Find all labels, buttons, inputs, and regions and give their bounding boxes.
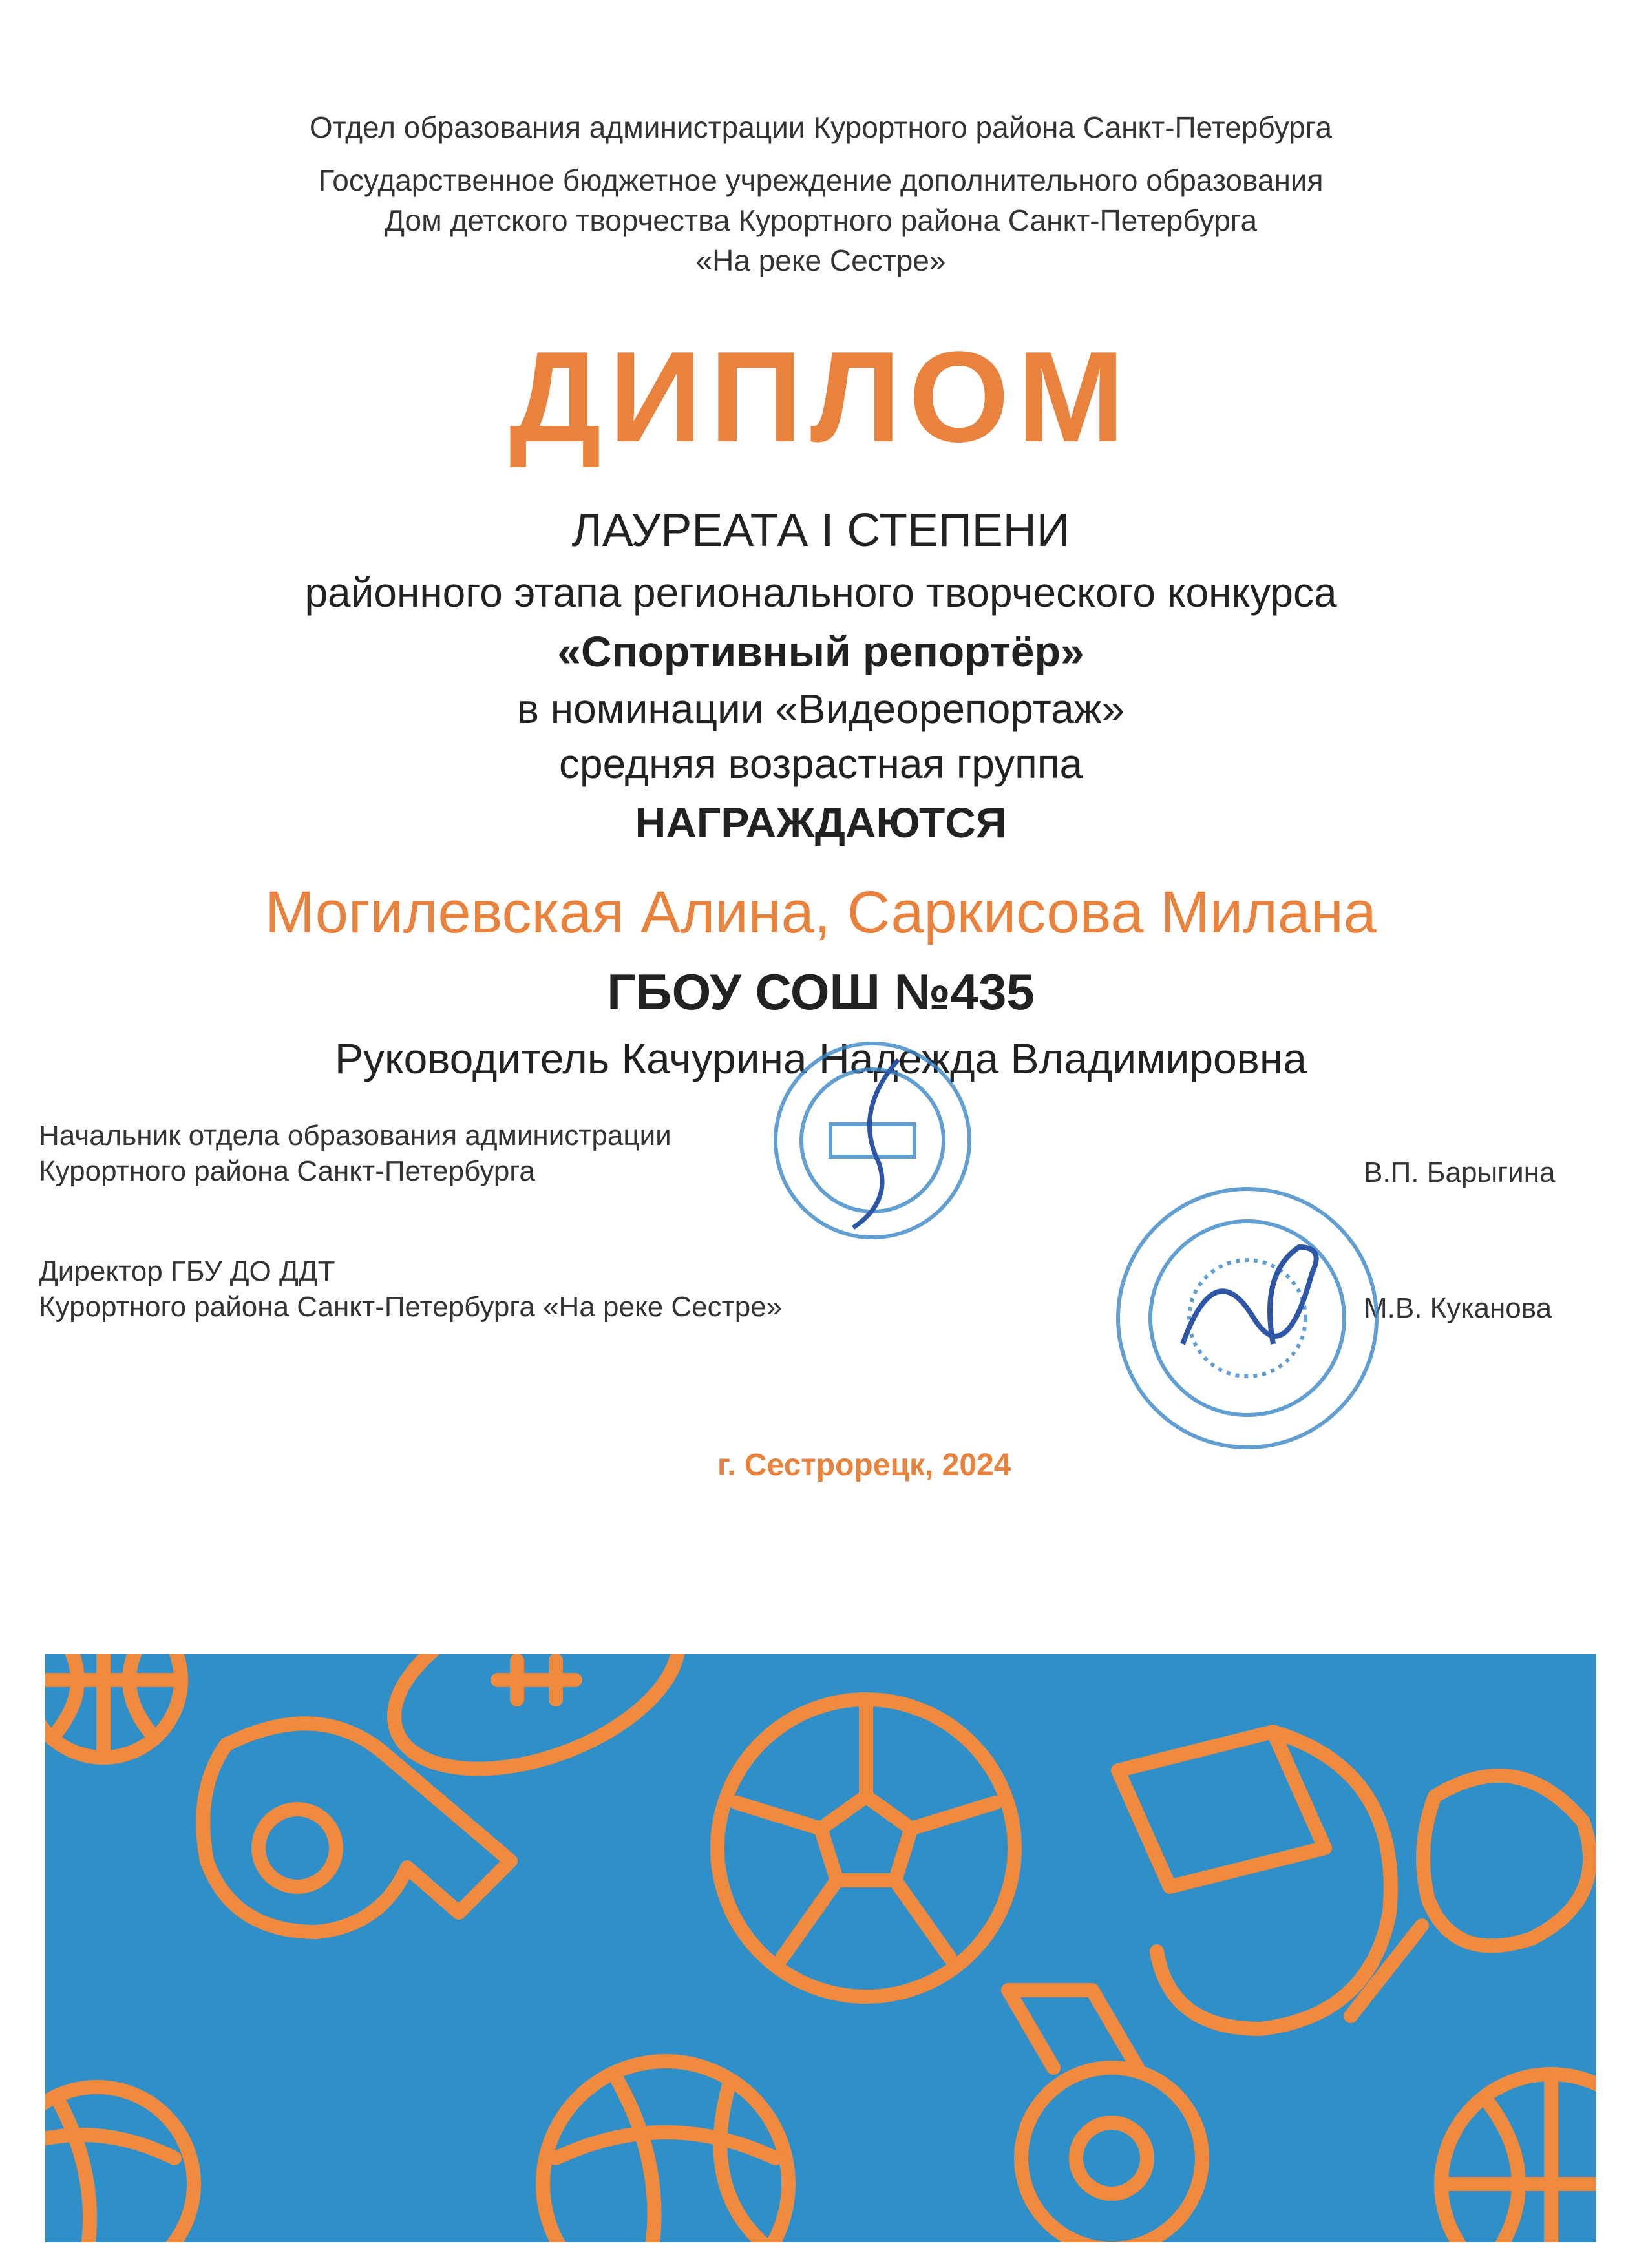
basketball-icon <box>1441 2074 1596 2242</box>
whistle-icon <box>1118 1732 1391 2029</box>
volleyball-icon <box>45 2087 194 2242</box>
signatory-1-position-line-1: Начальник отдела образования администрации <box>39 1120 671 1151</box>
org-line-1: Отдел образования администрации Курортного района Санкт-Петербурга <box>309 110 1333 144</box>
signature-block-2 <box>39 1254 782 1325</box>
place-year: г. Сестрорецк, 2024 <box>717 1448 1011 1482</box>
signatory-2-position-line-1: Директор ГБУ ДО ДДТ <box>39 1255 335 1287</box>
signatory-1-position-line-2: Курортного района Санкт-Петербурга <box>39 1155 535 1187</box>
signature-block-1 <box>39 1118 671 1189</box>
org-line-4: «На реке Сестре» <box>695 244 946 277</box>
signatory-2-name: М.В. Куканова <box>1364 1292 1552 1324</box>
award-stage: районного этапа регионального творческого конкурса <box>304 569 1337 616</box>
volleyball-icon <box>543 2061 788 2242</box>
signatory-2-position-line-2: Курортного района Санкт-Петербурга «На реке Сестре» <box>39 1291 783 1323</box>
school-name: ГБОУ СОШ №435 <box>607 963 1035 1020</box>
supervisor: Руководитель Качурина Надежда Владимировна <box>335 1034 1307 1082</box>
diploma-title: ДИПЛОМ <box>509 325 1133 469</box>
stamp-seal-2 <box>1105 1176 1389 1460</box>
signatory-1-name: В.П. Барыгина <box>1364 1157 1556 1188</box>
org-line-3: Дом детского творчества Курортного района Санкт-Петербурга <box>384 204 1258 237</box>
stamp-seal-1 <box>756 1034 989 1247</box>
medal-icon <box>1008 1990 1202 2242</box>
signature-stroke-1 <box>853 1060 898 1228</box>
org-line-2: Государственное бюджетное учреждение дополнительного образования <box>318 163 1324 197</box>
nomination: в номинации «Видеорепортаж» <box>516 686 1125 732</box>
award-degree: ЛАУРЕАТА I СТЕПЕНИ <box>571 505 1070 556</box>
awarded-label: НАГРАЖДАЮТСЯ <box>635 799 1007 846</box>
winners-names: Могилевская Алина, Саркисова Милана <box>265 879 1377 945</box>
basketball-icon <box>45 1654 181 1758</box>
whistle-icon <box>203 1723 511 1932</box>
sports-pattern <box>45 1654 1596 2242</box>
age-group: средняя возрастная группа <box>558 740 1083 787</box>
soccer-ball-icon <box>717 1699 1015 1997</box>
contest-name: «Спортивный репортёр» <box>557 627 1084 675</box>
decorative-band <box>45 1654 1596 2242</box>
signature-stroke-2 <box>1183 1247 1316 1344</box>
